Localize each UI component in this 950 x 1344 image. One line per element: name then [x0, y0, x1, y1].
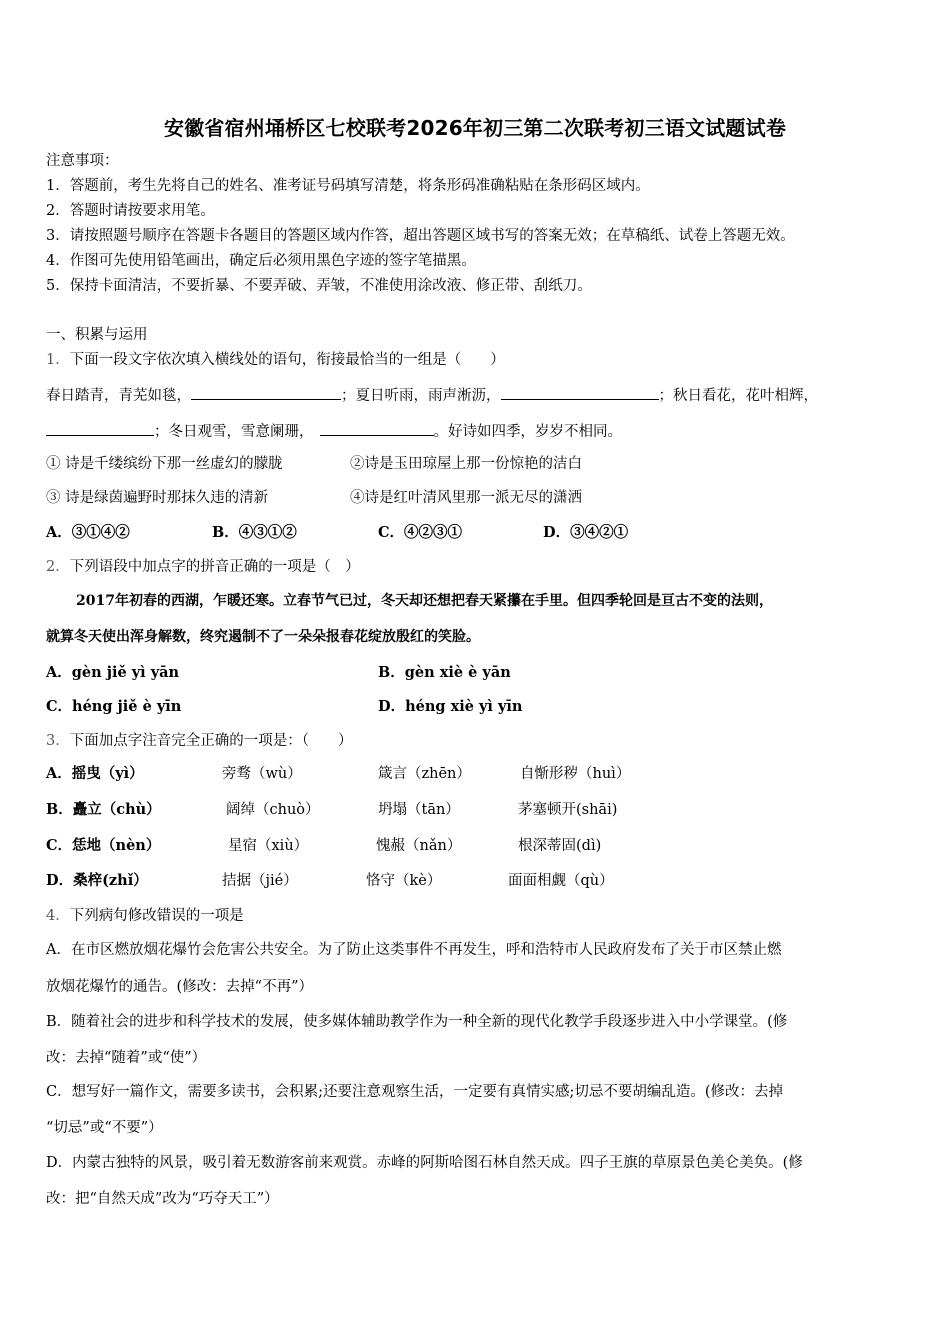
notice-item-1: 1．答题前，考生先将自己的姓名、准考证号码填写清楚，将条形码准确粘贴在条形码区域内。 — [46, 178, 650, 194]
q3-option-d[interactable]: D．桑梓(zhǐ） — [46, 872, 148, 889]
q3-b-item-4: 茅塞顿开(shāi) — [518, 802, 618, 818]
q2-option-d[interactable]: D．héng xiè yì yīn — [378, 698, 523, 715]
q4-option-c-cont: “切忌”或“不要”） — [46, 1120, 163, 1136]
q1-passage-part: ；秋日看花，花叶相辉， — [658, 388, 818, 404]
q1-sentence-1: ① 诗是千缕缤纷下那一丝虚幻的朦胧 — [46, 456, 283, 472]
q4-option-c[interactable]: C．想写好一篇作文，需要多读书，会积累;还要注意观察生活，一定要有真情实感;切忌不要胡编乱造。(修改：去掉 — [46, 1084, 784, 1100]
q3-stem — [46, 731, 352, 751]
q2-stem — [46, 557, 360, 577]
q4-stem-text: 下列病句修改错误的一项是 — [69, 908, 244, 924]
q1-sentence-3: ③ 诗是绿茵遍野时那抹久违的清新 — [46, 490, 269, 506]
q3-number: 3． — [46, 733, 70, 749]
q1-number: 1． — [46, 352, 70, 368]
q2-stem-text: 下列语段中加点字的拼音正确的一项是（ ） — [69, 559, 360, 575]
q1-sentence-2: ②诗是玉田琼屋上那一份惊艳的洁白 — [350, 456, 582, 472]
q3-d-item-2: 拮据（jié） — [222, 873, 298, 889]
notice-item-5: 5．保持卡面清洁，不要折暴、不要弄破、弄皱，不准使用涂改液、修正带、刮纸刀。 — [46, 278, 592, 294]
notice-item-3: 3．请按照题号顺序在答题卡各题目的答题区域内作答，超出答题区域书写的答案无效；在草稿纸、试卷上答题无效。 — [46, 228, 795, 244]
q1-option-d[interactable]: D．③④②① — [543, 524, 629, 541]
q1-stem — [46, 350, 505, 370]
q3-stem-text: 下面加点字注音完全正确的一项是：（ ） — [69, 733, 353, 749]
fill-blank-3[interactable] — [46, 421, 154, 436]
q3-a-item-3: 箴言（zhēn） — [378, 766, 471, 782]
q1-passage-part: 春日踏青，青芜如毯， — [46, 388, 191, 404]
q4-number: 4． — [46, 908, 70, 924]
q3-a-item-2: 旁骛（wù） — [222, 766, 302, 782]
q3-c-item-2: 星宿（xiù） — [228, 838, 309, 854]
q1-option-a[interactable]: A．③①④② — [46, 524, 130, 541]
fill-blank-2[interactable] — [501, 385, 659, 400]
q2-option-c[interactable]: C．héng jiě è yīn — [46, 698, 182, 715]
fill-blank-4[interactable] — [320, 421, 434, 436]
q3-b-item-3: 坍塌（tān） — [378, 802, 460, 818]
q1-option-b[interactable]: B．④③①② — [212, 524, 297, 541]
q2-passage-line-2: 就算冬天使出浑身解数，终究遏制不了一朵朵报春花绽放殷红的笑脸。 — [46, 629, 480, 645]
q3-d-item-3: 恪守（kè） — [366, 873, 442, 889]
q4-option-b-cont: 改：去掉“随着”或“使”） — [46, 1050, 207, 1066]
q2-option-a[interactable]: A．gèn jiě yì yān — [46, 664, 180, 681]
q4-option-d[interactable]: D．内蒙古独特的风景，吸引着无数游客前来观赏。赤峰的阿斯哈图石林自然天成。四子王旗的草原景色美仑美奂。(修 — [46, 1155, 803, 1171]
fill-blank-1[interactable] — [191, 385, 341, 400]
q2-passage-line-1: 2017年初春的西湖，乍暖还寒。立春节气已过，冬天却还想把春天紧攥在手里。但四季轮回是亘古不变的法则， — [76, 593, 773, 609]
q3-c-item-4: 根深蒂固(dì) — [518, 838, 602, 854]
q3-b-item-2: 阔绰（chuò） — [226, 802, 320, 818]
q3-option-b[interactable]: B．矗立（chù） — [46, 801, 161, 818]
q4-option-b[interactable]: B．随着社会的进步和科学技术的发展，使多媒体辅助教学作为一种全新的现代化教学手段逐步进入中小学课堂。(修 — [46, 1014, 788, 1030]
q4-option-a[interactable]: A．在市区燃放烟花爆竹会危害公共安全。为了防止这类事件不再发生，呼和浩特市人民政府发布了关于市区禁止燃 — [46, 942, 782, 958]
q4-stem — [46, 906, 244, 926]
q1-passage-line-2 — [46, 421, 622, 442]
q2-option-b[interactable]: B．gèn xiè è yān — [378, 664, 511, 681]
q3-d-item-4: 面面相觑（qù） — [508, 873, 614, 889]
q1-passage-line-1 — [46, 385, 818, 406]
q3-option-a[interactable]: A．摇曳（yì） — [46, 765, 144, 782]
q3-a-item-4: 自惭形秽（huì） — [520, 766, 631, 782]
q2-number: 2． — [46, 559, 70, 575]
q3-option-c[interactable]: C．恁地（nèn） — [46, 837, 161, 854]
q1-passage-part: 。好诗如四季，岁岁不相同。 — [433, 424, 622, 440]
section-heading: 一、积累与运用 — [46, 327, 148, 343]
q1-sentence-4: ④诗是红叶清风里那一派无尽的潇洒 — [350, 490, 582, 506]
q4-option-a-cont: 放烟花爆竹的通告。(修改：去掉“不再”） — [46, 979, 313, 995]
notice-item-2: 2．答题时请按要求用笔。 — [46, 203, 215, 219]
q1-passage-part: ；夏日听雨，雨声淅沥， — [341, 388, 501, 404]
notice-item-4: 4．作图可先使用铅笔画出，确定后必须用黑色字迹的签字笔描黑。 — [46, 253, 476, 269]
notice-heading: 注意事项： — [46, 153, 119, 169]
q1-option-c[interactable]: C．④②③① — [378, 524, 463, 541]
q3-c-item-3: 愧赧（nǎn） — [376, 838, 462, 854]
q1-passage-part: ；冬日观雪，雪意阑珊， — [154, 424, 314, 440]
q4-option-d-cont: 改：把“自然天成”改为“巧夺天工”） — [46, 1191, 279, 1207]
page-title: 安徽省宿州埇桥区七校联考2026年初三第二次联考初三语文试题试卷 — [163, 116, 787, 140]
q1-stem-text: 下面一段文字依次填入横线处的语句，衔接最恰当的一组是（ ） — [69, 352, 505, 368]
